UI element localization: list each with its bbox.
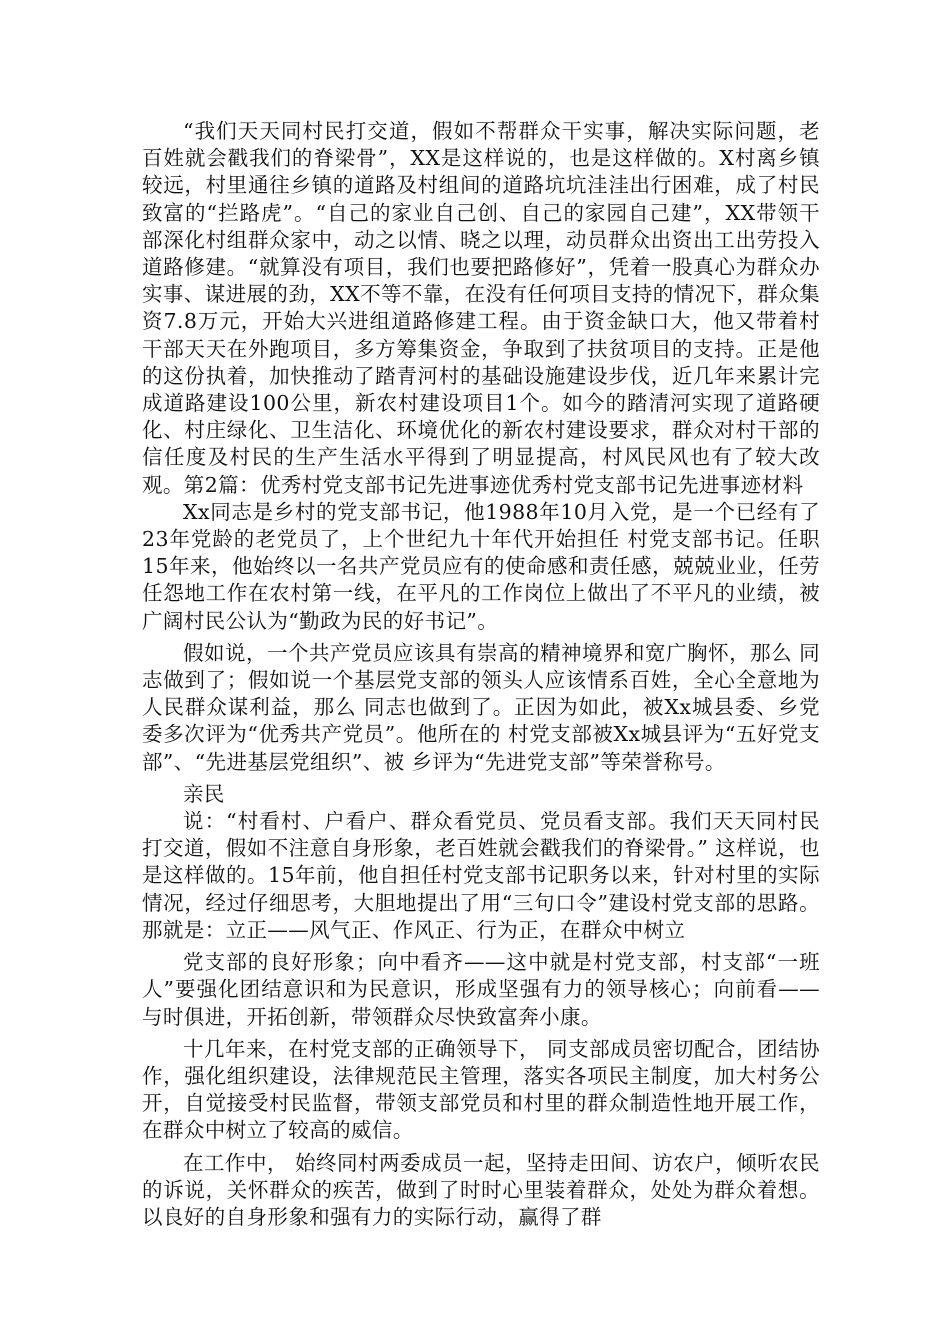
paragraph-three-commands: 说：“村看村、户看户、群众看党员、党员看支部。我们天天同村民打交道，假如不注意自身形象，老百姓就会戳我们的脊梁骨。” 这样说，也是这样做的。15年前，他自担任村党支部书记职务以来，针对村里的实际情况，经过仔细思考，大胆地提出了用“三句口令”建设村党支部的思路。那就是：立正——风气正、作风正、行为正，在群众中树立 (142, 809, 820, 942)
paragraph-honors: 假如说，一个共产党员应该具有崇高的精神境界和宽广胸怀，那么 同志做到了；假如说一个基层党支部的领头人应该情系百姓，全心全意地为人民群众谋利益，那么 同志也做到了。正因为如此，被Xx城县委、乡党委多次评为“优秀共产党员”。他所在的 村党支部被Xx城县评为“五好党支部”、“先进基层党组织”、被 乡评为“先进党支部”等荣誉称号。 (142, 640, 820, 774)
paragraph-leadership: 十几年来，在村党支部的正确领导下， 同支部成员密切配合，团结协作，强化组织建设，法律规范民主管理，落实各项民主制度，加大村务公开，自觉接受村民监督，带领支部党员和村里的群众制造性地开展工作，在群众中树立了较高的威信。 (142, 1036, 820, 1143)
document-body (142, 118, 820, 1231)
paragraph-road-building: “我们天天同村民打交道，假如不帮群众干实事，解决实际问题，老百姓就会戳我们的脊梁骨”，XX是这样说的，也是这样做的。X村离乡镇较远，村里通往乡镇的道路及村组间的道路坑坑洼洼出行困难，成了村民致富的“拦路虎”。“自己的家业自己创、自己的家园自己建”，XX带领干部深化村组群众家中，动之以情、晓之以理，动员群众出资出工出劳投入道路修建。“就算没有项目，我们也要把路修好”，凭着一股真心为群众办实事、谋进展的劲，XX不等不靠，在没有任何项目支持的情况下，群众集资7.8万元，开始大兴进组道路修建工程。由于资金缺口大，他又带着村干部天天在外跑项目，多方筹集资金，争取到了扶贫项目的支持。正是他的这份执着，加快推动了踏青河村的基础设施建设步伐，近几年来累计完成道路建设100公里，新农村建设项目1个。如今的踏清河实现了道路硬化、村庄绿化、卫生洁化、环境优化的新农村建设要求，群众对村干部的信任度及村民的生产生活水平得到了明显提高，村风民风也有了较大改观。第2篇：优秀村党支部书记先进事迹优秀村党支部书记先进事迹材料 (142, 119, 820, 497)
paragraph-secretary-intro: Xx同志是乡村的党支部书记，他1988年10月入党，是一个已经有了23年党龄的老党员了，上个世纪九十年代开始担任 村党支部书记。任职15年来，他始终以一名共产党员应有的使命感和责任感，兢兢业业，任劳任怨地工作在农村第一线，在平凡的工作岗位上做出了不平凡的业绩，被广阔村民公认为“勤政为民的好书记”。 (142, 499, 820, 633)
paragraph-heading-qinmin: 亲民 (183, 781, 225, 806)
paragraph-party-image: 党支部的良好形象；向中看齐——这中就是村党支部，村支部“一班人”要强化团结意识和为民意识，形成坚强有力的领导核心；向前看——与时俱进，开拓创新，带领群众尽快致富奔小康。 (142, 950, 820, 1029)
paragraph-fieldwork: 在工作中， 始终同村两委成员一起，坚持走田间、访农户，倾听农民的诉说，关怀群众的疾苦，做到了时时心里装着群众，处处为群众着想。 以良好的自身形象和强有力的实际行动，赢得了群 (142, 1150, 820, 1229)
